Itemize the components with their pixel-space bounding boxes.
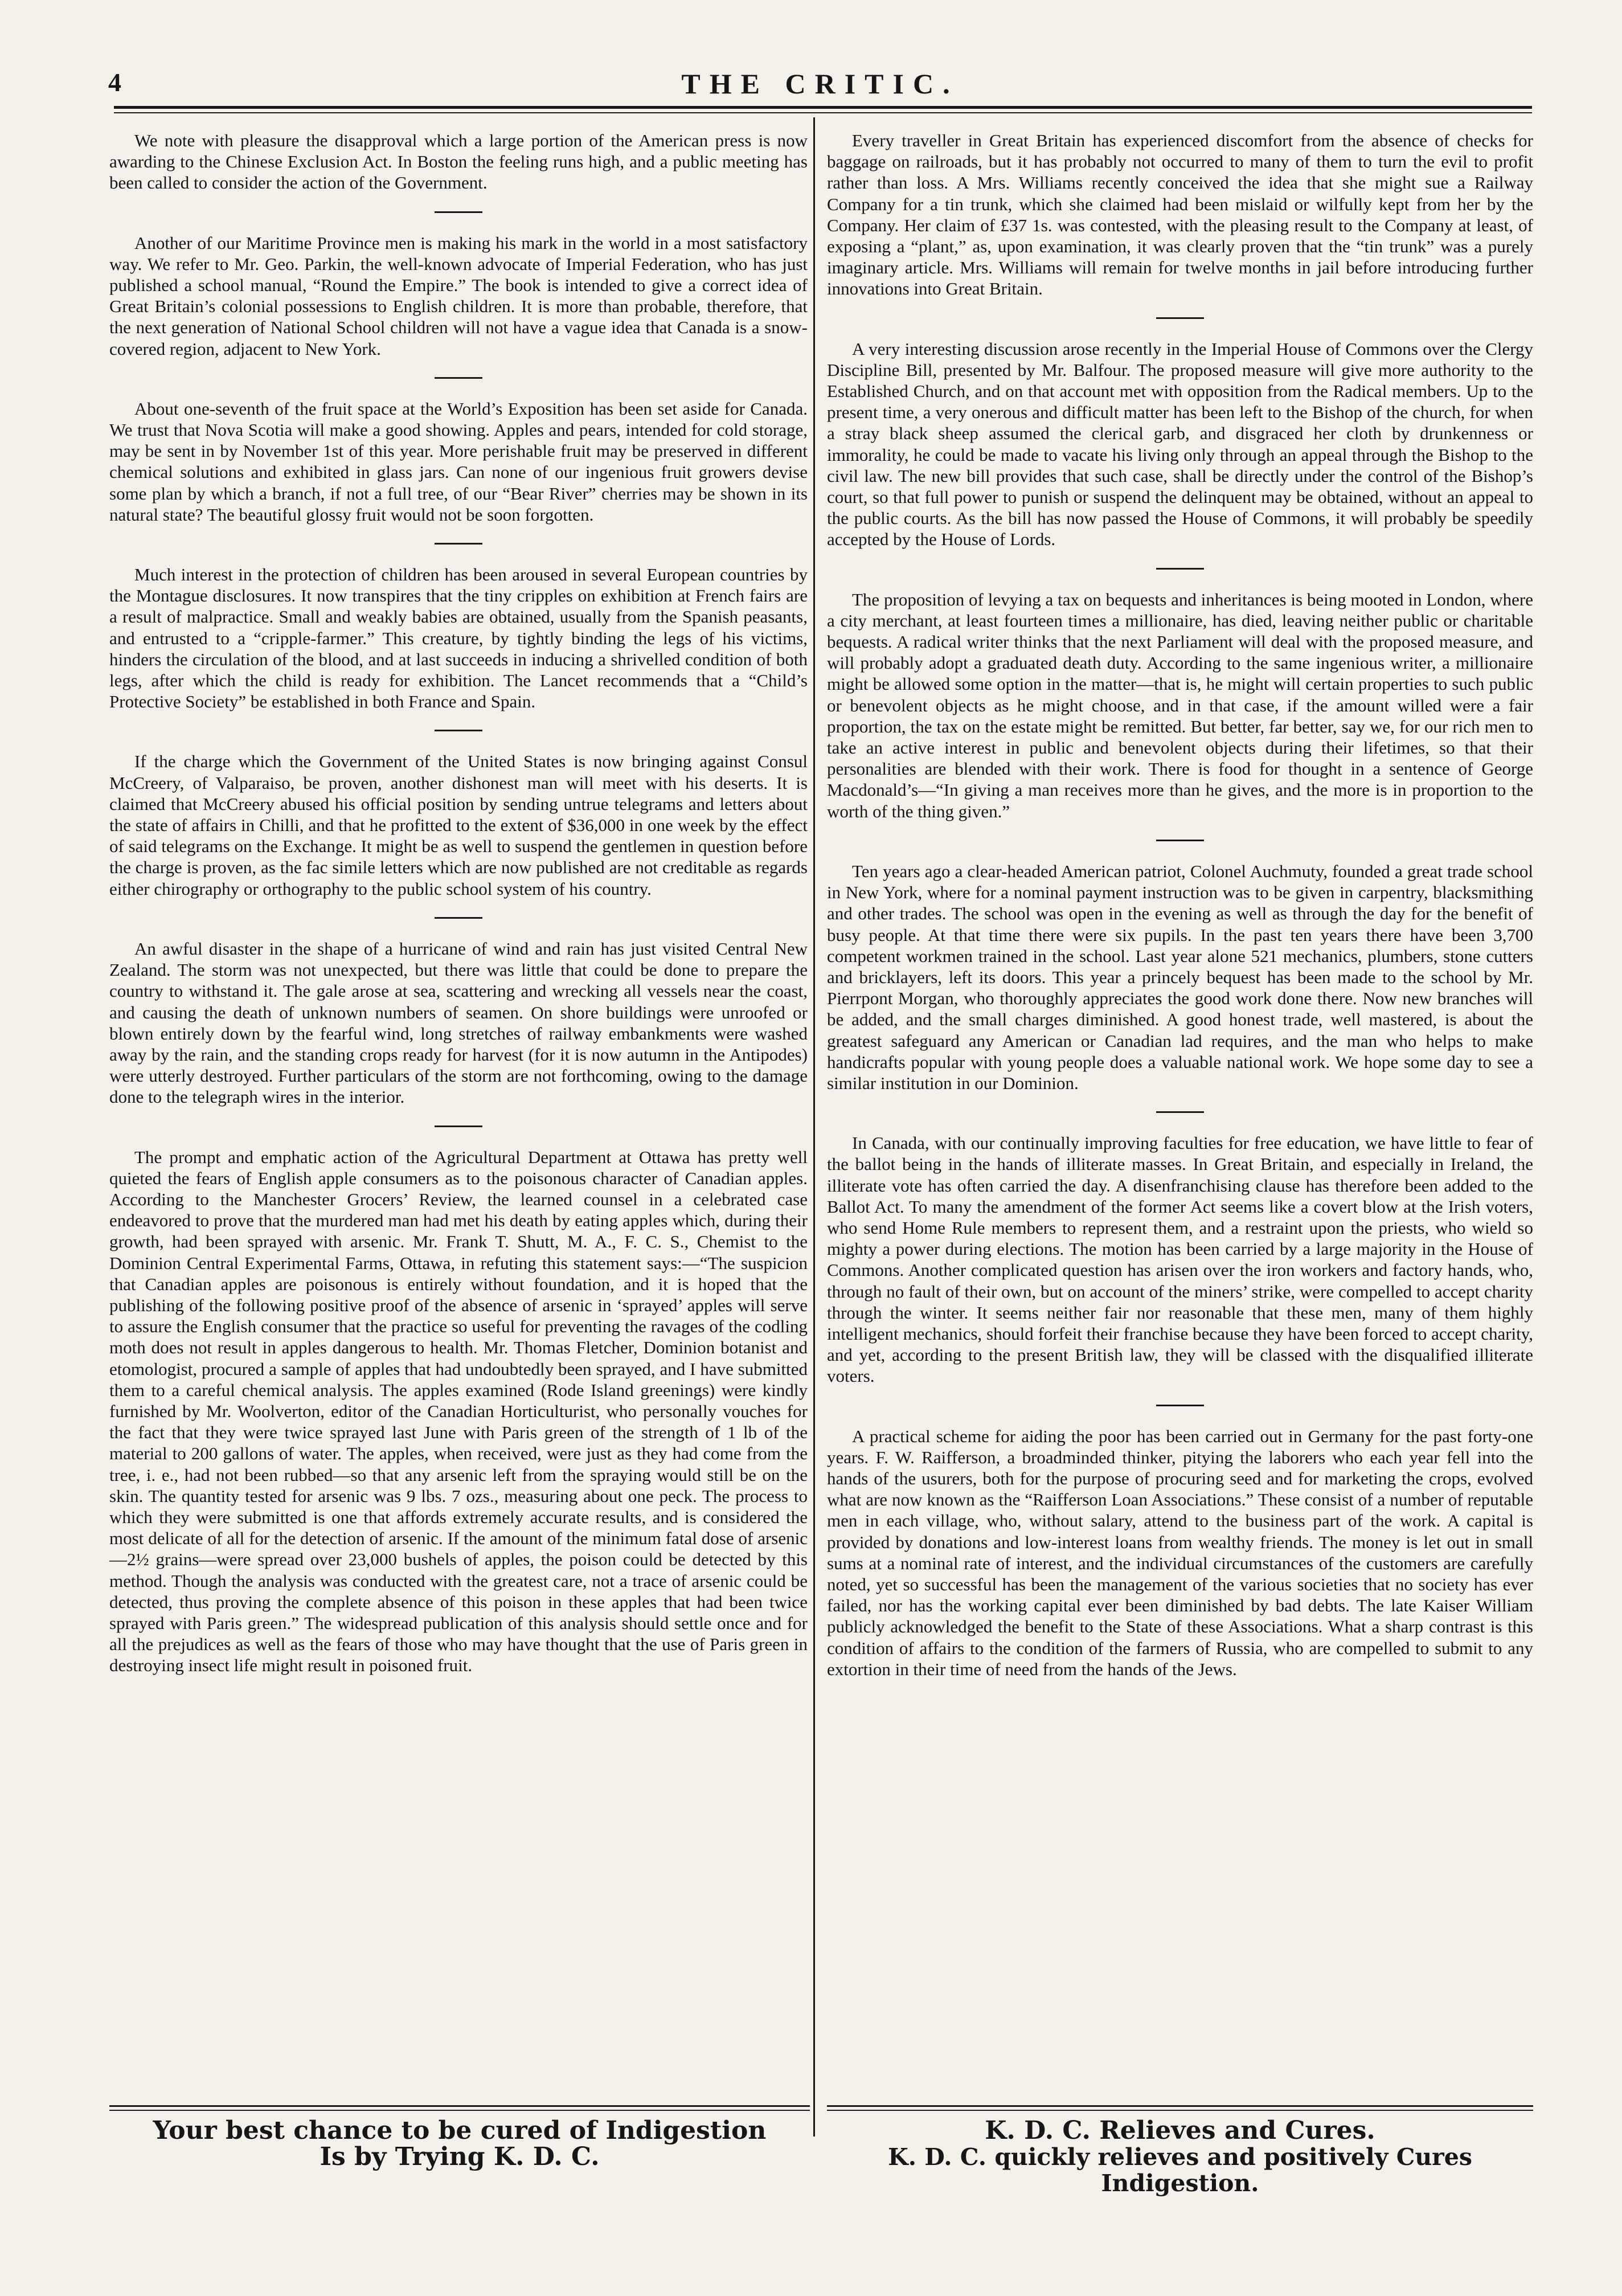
ad-left-line2: Is by Trying K. D. C. [320,2142,600,2171]
article-separator [1156,317,1204,319]
article-new-zealand-hurricane: An awful disaster in the shape of a hurricane of wind and rain has just visited Central New Zealand. The storm was not unexpected, but there was little that could be done to prepare the country to withstand it. The gale arose at sea, scattering and wrecking all vessels near the coast, and causing the death of unknown numbers of seamen. On shore buildings were unroofed or blown entirely down by the fearful wind, long stretches of railway embankments were washed away by the rain, and the standing crops ready for harvest (for it is now autumn in the Antipodes) were utterly destroyed. Further particulars of the storm are not forthcoming, owing to the damage done to the telegraph wires in the interior. [109,938,808,1107]
left-column [109,130,808,1676]
masthead-title: THE CRITIC. [681,68,959,100]
article-canadian-apples-arsenic: The prompt and emphatic action of the Agricultural Department at Ottawa has pretty well quieted the fears of English apple consumers as to the poisonous character of Canadian apples. According to the Manchester Grocers’ Review, the learned counsel in a celebrated case endeavored to prove that the murdered man had met his death by eating apples which, during their growth, had been sprayed with arsenic. Mr. Frank T. Shutt, M. A., F. C. S., Chemist to the Dominion Central Experimental Farms, Ottawa, in refuting this statement says:—“The suspicion that Canadian apples are poisonous is entirely without foundation, and it is hoped that the publishing of the following positive proof of the absence of arsenic in ‘sprayed’ apples will serve to assure the English consumer that the practice so useful for preventing the ravages of the codling moth does not result in apples dangerous to health. Mr. Thomas Fletcher, Dominion botanist and etomologist, procured a sample of apples that had undoubtedly been sprayed, and I have submitted them to a careful chemical analysis. The apples examined (Rode Island greenings) were kindly furnished by Mr. Woolverton, editor of the Canadian Horticulturist, who personally vouches for the fact that they were twice sprayed last June with Paris green of the strength of 1 lb of the material to 200 gallons of water. The apples, when received, were just as they had come from the tree, i. e., had not been rubbed—so that any arsenic left from the spraying would still be on the skin. The quantity tested for arsenic was 9 lbs. 7 ozs., measuring about one peck. The process to which they were submitted is one that affords extremely accurate results, and is considered the most delicate of all for the detection of arsenic. If the amount of the minimum fatal dose of arsenic—2½ grains—were spread over 23,000 bushels of apples, the poison could be detected by this method. Though the analysis was conducted with the greatest care, not a trace of arsenic could be detected, thus proving the complete absence of this poison in these apples that had been twice sprayed with Paris green.” The widespread publication of this analysis should settle once and for all the prejudices as well as the fears of those who may have thought that the use of Paris green in destroying insect life might result in poisoned fruit. [109,1147,808,1676]
advertisement-right [827,2118,1533,2196]
header-rule-thick [114,106,1532,109]
article-separator [1156,1111,1204,1113]
article-separator [435,377,482,379]
article-separator [435,730,482,731]
ad-rule-thick [109,2105,810,2107]
article-separator [435,1126,482,1127]
advertisement-left [109,2118,810,2170]
article-ballot-act: In Canada, with our continually improving faculties for free education, we have little to fear of the ballot being in the hands of illiterate masses. In Great Britain, and especially in Ireland, the illiterate vote has often carried the day. A disenfranchising clause has therefore been added to the Ballot Act. To many the amendment of the former Act seems like a covert blow at the Irish voters, who send Home Rule members to represent them, and a restraint upon the priests, who wield so mighty a power during elections. The motion has been carried by a large majority in the House of Commons. Another complicated question has arisen over the iron workers and factory hands, who, through no fault of their own, but on account of the miners’ strike, were compelled to accept charity through the winter. It seems neither fair nor reasonable that these men, many of them highly intelligent mechanics, should forfeit their franchise because they have been forced to accept charity, and yet, according to the present British law, they will be classed with the disqualified illiterate voters. [827,1133,1533,1386]
article-child-protection: Much interest in the protection of children has been aroused in several European countries by the Montague disclosures. It now transpires that the tiny cripples on exhibition at French fairs are a result of malpractice. Small and weakly babies are obtained, usually from the Spanish peasants, and entrusted to a “cripple-farmer.” This creature, by tightly binding the legs of his victims, hinders the circulation of the blood, and at last succeeds in inducing a shrivelled condition of both legs, after which the child is ready for exhibition. The Lancet recommends that a “Child’s Protective Society” be established in both France and Spain. [109,564,808,712]
article-parkin-manual: Another of our Maritime Province men is making his mark in the world in a most satisfactory way. We refer to Mr. Geo. Parkin, the well-known advocate of Imperial Federation, who has just published a school manual, “Round the Empire.” The book is intended to give a correct idea of Great Britain’s colonial possessions to English children. It is more than probable, therefore, that the next generation of National School children will not have a vague idea that Canada is a snow-covered region, adjacent to New York. [109,232,808,359]
ad-right-line2: K. D. C. quickly relieves and positively Cures Indigestion. [888,2143,1472,2197]
article-railway-baggage: Every traveller in Great Britain has experienced discomfort from the absence of checks for baggage on railroads, but it has probably not occurred to many of them to turn the evil to profit rather than loss. A Mrs. Williams recently conceived the idea that she might sue a Railway Company for a tin trunk, which she claimed had been mislaid or wilfully kept from her by the Company. Her claim of £37 1s. was contested, with the pleasing result to the Company at least, of exposing a “plant,” as, upon examination, it was clearly proven that the “tin trunk” was a purely imaginary article. Mrs. Williams will remain for twelve months in jail before introducing further innovations into Great Britain. [827,130,1533,299]
article-separator [1156,1405,1204,1406]
article-trade-school: Ten years ago a clear-headed American patriot, Colonel Auchmuty, founded a great trade school in New York, where for a nominal payment instruction was to be given in carpentry, blacksmithing and other trades. The school was open in the evening as well as through the day for the benefit of busy people. At that time there were six pupils. In the past ten years there have been 3,700 competent workmen trained in the school. Last year alone 521 mechanics, plumbers, stone cutters and bricklayers, left its doors. This year a princely bequest has been made to the school by Mr. Pierrpont Morgan, who thoroughly appreciates the good work done there. Now new branches will be added, and the small charges diminished. A good honest trade, well mastered, is about the greatest safeguard any American or Canadian lad requires, and the man who helps to make handicrafts popular with young people does a valuable national work. We hope some day to see a similar institution in our Dominion. [827,861,1533,1093]
article-separator [1156,840,1204,841]
ad-rule-thin [109,2110,810,2111]
article-separator [435,917,482,919]
article-raifferson-loans: A practical scheme for aiding the poor has been carried out in Germany for the past forty-one years. F. W. Raifferson, a broadminded thinker, pitying the laborers who each year fell into the hands of the usurers, both for the purpose of procuring seed and for marketing the crops, evolved what are now known as the “Raifferson Loan Associations.” These consist of a number of reputable men in each village, who, without salary, attend to the business part of the work. A capital is provided by donations and low-interest loans from wealthy friends. The money is let out in small sums at a nominal rate of interest, and the individual circumstances of the customers are carefully noted, yet so successful has been the management of the various societies that no society has ever failed, nor has the working capital ever been diminished by bad debts. The late Kaiser William publicly acknowledged the benefit to the State of these Associations. What a sharp contrast is this condition of affairs to the condition of the farmers of Russia, who are compelled to submit to any extortion in their time of need from the hands of the Jews. [827,1426,1533,1679]
page-header [108,67,1532,103]
ad-left-line1: Your best chance to be cured of Indigestion [153,2116,767,2145]
article-chinese-exclusion: We note with pleasure the disapproval which a large portion of the American press is now awarding to the Chinese Exclusion Act. In Boston the feeling runs high, and a public meeting has been called to consider the action of the Government. [109,130,808,193]
ad-right-line1: K. D. C. Relieves and Cures. [985,2116,1375,2145]
article-worlds-exposition-fruit: About one-seventh of the fruit space at the World’s Exposition has been set aside for Canada. We trust that Nova Scotia will make a good showing. Apples and pears, intended for cold storage, may be sent in by November 1st of this year. More perishable fruit may be preserved in different chemical solutions and exhibited in glass jars. Can none of our ingenious fruit growers devise some plan by which a branch, if not a full tree, of our “Bear River” cherries may be shown in its natural state? The beautiful glossy fruit would not be soon forgotten. [109,398,808,525]
column-divider [813,117,815,2137]
article-consul-mccreery: If the charge which the Government of the United States is now bringing against Consul McCreery, of Valparaiso, be proven, another dishonest man will meet with his deserts. It is claimed that McCreery abused his official position by sending untrue telegrams and letters about the state of affairs in Chilli, and that he profitted to the extent of $36,000 in one week by the effect of said telegrams on the Exchange. It might be as well to suspend the gentlemen in question before the charge is proven, as the fac simile letters which are now published are not creditable as regards either chirography or orthography to the public school system of his country. [109,751,808,899]
ad-rule-thin [827,2110,1533,2111]
article-inheritance-tax: The proposition of levying a tax on bequests and inheritances is being mooted in London, where a city merchant, at least fourteen times a millionaire, has died, leaving neither public or charitable bequests. A radical writer thinks that the next Parliament will deal with the proposed measure, and will probably adopt a graduated death duty. According to the same ingenious writer, a millionaire might be allowed some option in the matter—that is, he might will certain properties to such public or benevolent objects as he might choose, and in that case, if the amount willed were a fair proportion, the tax on the estate might be remitted. But better, far better, say we, for our rich men to take an active interest in public and benevolent objects during their lifetimes, so that their personalities are blended with their work. There is food for thought in a sentence of George Macdonald’s—“In giving a man receives more than he gives, and the more is in proportion to the worth of the thing given.” [827,589,1533,821]
article-clergy-discipline-bill: A very interesting discussion arose recently in the Imperial House of Commons over the Clergy Discipline Bill, presented by Mr. Balfour. The proposed measure will give more authority to the Established Church, and on that account met with opposition from the Radical members. Up to the present time, a very onerous and difficult matter has been left to the Bishop of the church, for when a stray black sheep assumed the clerical garb, and disgraced her cloth by drunkenness or immorality, he could be made to vacate his living only through an appeal through the Bishop to the civil law. The new bill provides that such case, shall be directly under the control of the Bishop’s court, so that full power to punish or suspend the delinquent may be obtained, without an appeal to the public courts. As the bill has now passed the House of Commons, it will probably be speedily accepted by the House of Lords. [827,338,1533,550]
right-column [827,130,1533,1680]
article-separator [435,211,482,213]
article-separator [1156,568,1204,570]
ad-rule-thick [827,2105,1533,2107]
header-rule-thin [114,112,1532,113]
page-number: 4 [108,68,121,97]
article-separator [435,543,482,545]
